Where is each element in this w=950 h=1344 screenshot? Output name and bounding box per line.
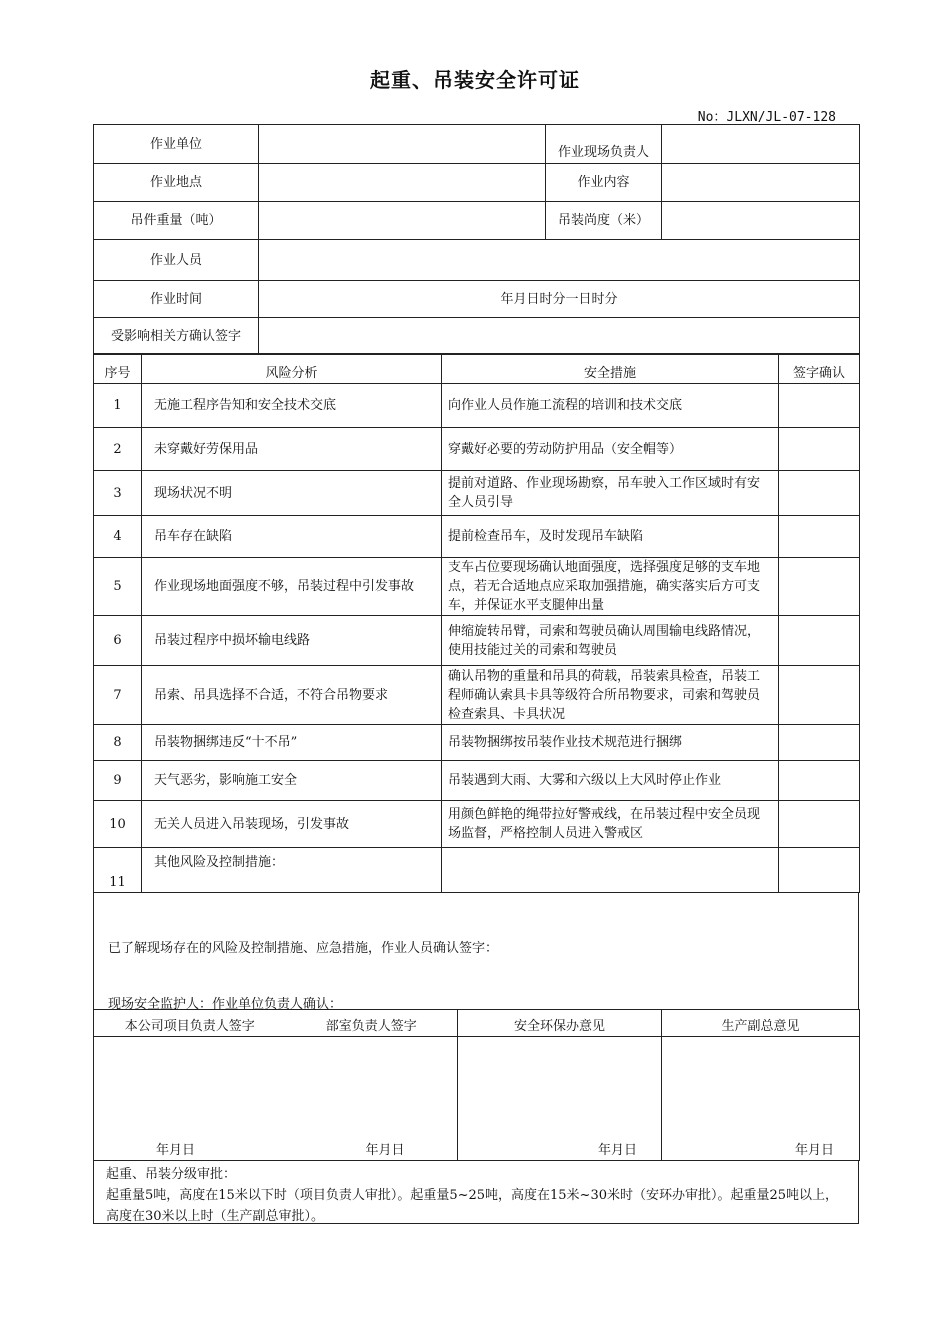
dept-leader-date[interactable]: 年月日: [286, 1037, 458, 1161]
table-row: [94, 616, 860, 666]
row-risk: 未穿戴好劳保用品: [142, 428, 442, 471]
table-row: [94, 848, 860, 893]
safety-office-label: 安全环保办意见: [458, 1010, 662, 1037]
height-field[interactable]: [662, 202, 860, 240]
acknowledge-section[interactable]: [93, 893, 859, 1010]
project-leader-date[interactable]: 年月日: [94, 1037, 286, 1161]
row-risk: 吊索、吊具选择不合适，不符合吊物要求: [142, 666, 442, 725]
row-risk: 其他风险及控制措施：: [142, 848, 442, 893]
row-no: 9: [94, 761, 142, 801]
acknowledge-supervisor: 现场安全监护人：作业单位负责人确认：: [108, 997, 343, 1012]
table-row: [94, 725, 860, 761]
workers-field[interactable]: [259, 240, 860, 281]
row-signature[interactable]: [779, 666, 860, 725]
row-measure: 提前检查吊车，及时发现吊车缺陷: [442, 516, 779, 558]
table-row: [94, 471, 860, 516]
affected-label: 受影响相关方确认签字: [94, 318, 259, 355]
height-label: 吊装尚度（米）: [546, 202, 662, 240]
row-risk: 现场状况不明: [142, 471, 442, 516]
weight-label: 吊件重量（吨）: [94, 202, 259, 240]
header-risk: 风险分析: [142, 354, 442, 384]
row-measure: 提前对道路、作业现场勘察，吊车驶入工作区域时有安全人员引导: [442, 471, 779, 516]
row-signature[interactable]: [779, 801, 860, 848]
header-no: 序号: [94, 354, 142, 384]
row-no: 6: [94, 616, 142, 666]
row-measure: 用颜色鲜艳的绳带拉好警戒线，在吊装过程中安全员现场监督，严格控制人员进入警戒区: [442, 801, 779, 848]
row-no: 5: [94, 558, 142, 616]
risk-section: [93, 353, 859, 893]
table-row: [94, 666, 860, 725]
row-risk: 作业现场地面强度不够，吊装过程中引发事故: [142, 558, 442, 616]
notes-heading: 起重、吊装分级审批：: [106, 1167, 237, 1182]
affected-field[interactable]: [259, 318, 860, 355]
project-leader-label: 本公司项目负责人签字: [94, 1010, 286, 1037]
row-signature[interactable]: [779, 725, 860, 761]
leader-label: 作业现场负责人: [546, 125, 662, 164]
workers-label: 作业人员: [94, 240, 259, 281]
header-confirm: 签字确认: [779, 354, 860, 384]
location-label: 作业地点: [94, 164, 259, 202]
signature-table: [93, 1009, 860, 1161]
row-risk: 天气恶劣，影响施工安全: [142, 761, 442, 801]
row-risk: 无施工程序告知和安全技术交底: [142, 384, 442, 428]
info-table: [93, 124, 860, 355]
row-measure: 穿戴好必要的劳动防护用品（安全帽等）: [442, 428, 779, 471]
row-measure[interactable]: [442, 848, 779, 893]
row-no: 11: [94, 848, 142, 893]
weight-field[interactable]: [259, 202, 546, 240]
table-row: [94, 761, 860, 801]
row-measure: 吊装遇到大雨、大雾和六级以上大风时停止作业: [442, 761, 779, 801]
row-risk: 无关人员进入吊装现场，引发事故: [142, 801, 442, 848]
time-value[interactable]: 年月日时分一日时分: [259, 281, 860, 318]
row-signature[interactable]: [779, 848, 860, 893]
signature-section: [93, 1009, 859, 1161]
row-no: 4: [94, 516, 142, 558]
row-signature[interactable]: [779, 761, 860, 801]
vp-production-date[interactable]: 年月日: [662, 1037, 860, 1161]
row-risk: 吊装过程序中损坏输电线路: [142, 616, 442, 666]
unit-field[interactable]: [259, 125, 546, 164]
approval-notes: [93, 1160, 859, 1224]
row-signature[interactable]: [779, 471, 860, 516]
row-signature[interactable]: [779, 428, 860, 471]
row-measure: 支车占位要现场确认地面强度，选择强度足够的支车地点，若无合适地点应采取加强措施，确实落实后方可支车，并保证水平支腿伸出量: [442, 558, 779, 616]
header-measure: 安全措施: [442, 354, 779, 384]
acknowledge-workers: 已了解现场存在的风险及控制措施、应急措施，作业人员确认签字：: [108, 941, 499, 956]
risk-table: [93, 353, 860, 893]
location-field[interactable]: [259, 164, 546, 202]
row-no: 7: [94, 666, 142, 725]
row-no: 10: [94, 801, 142, 848]
content-field[interactable]: [662, 164, 860, 202]
row-signature[interactable]: [779, 384, 860, 428]
row-measure: 向作业人员作施工流程的培训和技术交底: [442, 384, 779, 428]
content-label: 作业内容: [546, 164, 662, 202]
table-row: [94, 384, 860, 428]
dept-leader-label: 部室负责人签字: [286, 1010, 458, 1037]
table-row: [94, 558, 860, 616]
table-row: [94, 428, 860, 471]
page-title: 起重、吊装安全许可证: [370, 68, 580, 92]
row-measure: 确认吊物的重量和吊具的荷载，吊装索具检查，吊装工程师确认索具卡具等级符合所吊物要求，司索和驾驶员检查索具、卡具状况: [442, 666, 779, 725]
row-signature[interactable]: [779, 558, 860, 616]
row-no: 3: [94, 471, 142, 516]
time-label: 作业时间: [94, 281, 259, 318]
row-measure: 吊装物捆绑按吊装作业技术规范进行捆绑: [442, 725, 779, 761]
table-row: [94, 801, 860, 848]
document-number: No：JLXN/JL-07-128: [697, 110, 836, 125]
row-no: 2: [94, 428, 142, 471]
row-no: 1: [94, 384, 142, 428]
table-row: [94, 516, 860, 558]
row-risk: 吊装物捆绑违反“十不吊”: [142, 725, 442, 761]
vp-production-label: 生产副总意见: [662, 1010, 860, 1037]
safety-office-date[interactable]: 年月日: [458, 1037, 662, 1161]
info-section: [93, 124, 859, 355]
row-risk: 吊车存在缺陷: [142, 516, 442, 558]
row-measure: 伸缩旋转吊臂，司索和驾驶员确认周围输电线路情况，使用技能过关的司索和驾驶员: [442, 616, 779, 666]
row-signature[interactable]: [779, 616, 860, 666]
notes-body: 起重量5吨，高度在15米以下时（项目负责人审批）。起重量5~25吨，高度在15米~30米时（安环办审批）。起重量25吨以上，高度在30米以上时（生产副总审批）。: [106, 1188, 839, 1224]
row-signature[interactable]: [779, 516, 860, 558]
leader-field[interactable]: [662, 125, 860, 164]
row-no: 8: [94, 725, 142, 761]
unit-label: 作业单位: [94, 125, 259, 164]
